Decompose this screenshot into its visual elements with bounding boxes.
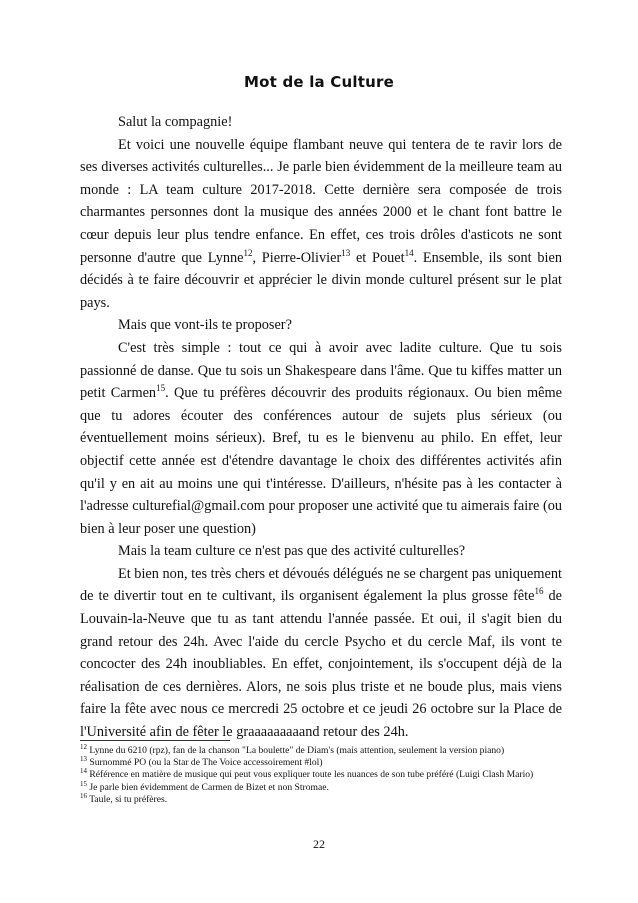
footnote-separator [80,740,230,741]
paragraph-intro [80,134,562,315]
footnote-text: Lynne du 6210 (rpz), fan de la chanson "La boulette" de Diam's (mais attention, seulement la version piano) [87,745,505,756]
footnote-number: 16 [80,791,87,800]
footnote-item [80,769,562,781]
footnote-item [80,791,562,806]
footnote-ref-15[interactable]: 15 [156,383,166,394]
text-run: de Louvain-la-Neuve que tu as tant attendu l'année passée. Et oui, il s'agit bien du grand retour des 24h. Avec l'aide du cercle Psycho et du cercle Maf, ils vont te concocter des 24h inoubliables. En effet, conjointement, ils s'occupent déjà de la réalisation de ces dernières. Alors, ne sois plus triste et ne boude plus, mais viens faire la fête avec nous ce mercredi 25 octobre et ce jeudi 26 octobre sur la Place de l'Université afin de fêter le graaaaaaaaand retour des 24h. [80,588,562,741]
footnote-ref-12[interactable]: 12 [243,247,253,258]
footnote-item [80,742,562,757]
article-body [80,111,562,744]
text-run: . Que tu préfères découvrir des produits régionaux. Ou bien même que tu adores écouter des conférences autour de sujets plus sérieux (ou éventuellement moins sérieux). Bref, tu es le bienvenu au philo. En effet, leur objectif cette année est d'étendre davantage le choix des différentes activités afin qu'il y en ait au moins une qui t'intéresse. D'ailleurs, n'hésite pas à les contacter à l'adresse culturefial@gmail.com pour proposer une activité que tu aimerais faire (ou bien à leur poser une question) [80,385,562,537]
footnote-number: 14 [80,767,87,776]
footnote-ref-16[interactable]: 16 [534,586,544,597]
text-run: et Pouet [350,249,405,266]
text-run: , Pierre-Olivier [252,249,342,266]
text-run: C'est très simple : tout ce qui à avoir avec ladite culture. Que tu sois passionné de danse. Que tu sois un Shakespeare dans l'âme. Que tu kiffes matter un petit Carmen [80,339,562,402]
text-run: Et bien non, tes très chers et dévoués délégués ne se chargent pas uniquement de te divertir tout en te cultivant, ils organisent également la plus grosse fête [80,565,562,605]
paragraph-24h [80,563,562,744]
paragraph-question-2: Mais la team culture ce n'est pas que des activité culturelles? [118,543,466,560]
footnote-item [80,757,562,769]
paragraph-greeting: Salut la compagnie! [118,114,233,130]
text-run: . Ensemble, ils sont bien décidés à te faire découvrir et apprécier le divin monde culturel présent sur le plat pays. [80,249,563,311]
footnote-number: 15 [80,779,87,788]
footnote-text: Surnommé PO (ou la Star de The Voice accessoirement #lol) [87,757,323,769]
paragraph-question-1: Mais que vont-ils te proposer? [118,317,292,334]
footnote-text: Taule, si tu préfères. [87,793,168,805]
footnote-ref-13[interactable]: 13 [341,247,351,258]
footnote-ref-14[interactable]: 14 [404,247,414,258]
footnotes [80,742,562,806]
text-run: Et voici une nouvelle équipe flambant neuve qui tentera de te ravir lors de ses diverses activités culturelles... Je parle bien évidemment de la meilleure team au monde : LA team culture 2017-2018. Cette dernière sera composée de trois charmantes personnes dont la musique des années 2000 et le chant font battre le cœur depuis leur plus tendre enfance. En effet, ces trois drôles d'asticots ne sont personne d'autre que Lynne [80,136,562,266]
footnote-item [80,779,562,794]
footnote-text: Référence en matière de musique qui peut vous expliquer toute les nuances de son tube préféré (Luigi Clash Mario) [87,769,534,781]
paragraph-activities [80,337,562,540]
page-title: Mot de la Culture [244,73,394,91]
footnote-number: 12 [80,742,87,751]
page-number: 22 [313,837,325,851]
footnote-text: Je parle bien évidemment de Carmen de Bizet et non Stromae. [87,781,329,793]
footnote-number: 13 [80,755,87,764]
